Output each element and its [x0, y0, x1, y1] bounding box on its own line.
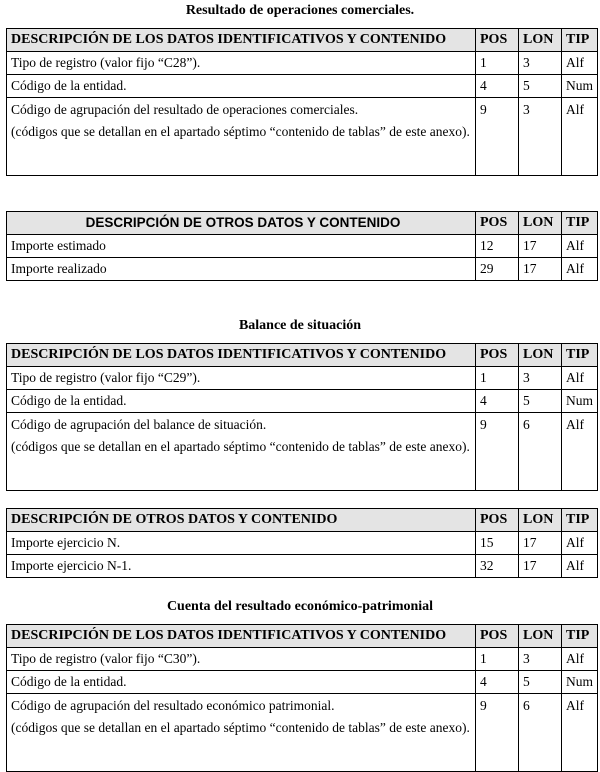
field-lon: 3 — [519, 648, 562, 671]
table-header-row — [7, 29, 598, 52]
tip-header: TIP — [562, 212, 598, 235]
table-row — [7, 98, 598, 176]
field-lon: 17 — [519, 532, 562, 555]
table-row — [7, 413, 598, 491]
identification-table — [6, 624, 598, 772]
table-row — [7, 671, 598, 694]
field-pos: 12 — [476, 235, 519, 258]
field-description-note: (códigos que se detallan en el apartado séptimo “contenido de tablas” de este anexo). — [11, 720, 470, 735]
field-tip: Num — [562, 671, 598, 694]
field-description: Tipo de registro (valor fijo “C29”). — [7, 367, 476, 390]
field-description: Importe ejercicio N-1. — [7, 555, 476, 578]
lon-header: LON — [519, 625, 562, 648]
field-pos: 4 — [476, 671, 519, 694]
tip-header: TIP — [562, 625, 598, 648]
identification-table — [6, 343, 598, 491]
field-tip: Alf — [562, 367, 598, 390]
table-row — [7, 75, 598, 98]
field-lon: 17 — [519, 555, 562, 578]
field-tip: Alf — [562, 413, 598, 491]
pos-header: POS — [476, 509, 519, 532]
table-row — [7, 367, 598, 390]
tip-header: TIP — [562, 509, 598, 532]
section-title: Resultado de operaciones comerciales. — [185, 3, 415, 18]
field-description: Código de la entidad. — [7, 671, 476, 694]
lon-header: LON — [519, 212, 562, 235]
table-header-row — [7, 212, 598, 235]
other-data-table — [6, 508, 598, 578]
field-description — [7, 413, 476, 491]
table-row — [7, 555, 598, 578]
pos-header: POS — [476, 212, 519, 235]
field-lon: 6 — [519, 694, 562, 772]
field-description: Código de la entidad. — [7, 75, 476, 98]
field-tip: Alf — [562, 52, 598, 75]
field-pos: 32 — [476, 555, 519, 578]
field-lon: 5 — [519, 671, 562, 694]
field-description-main: Código de agrupación del balance de situación. — [11, 417, 267, 432]
field-pos: 15 — [476, 532, 519, 555]
field-tip: Alf — [562, 235, 598, 258]
field-tip: Alf — [562, 555, 598, 578]
lon-header: LON — [519, 29, 562, 52]
field-description: Tipo de registro (valor fijo “C28”). — [7, 52, 476, 75]
pos-header: POS — [476, 625, 519, 648]
field-lon: 5 — [519, 390, 562, 413]
description-header: DESCRIPCIÓN DE OTROS DATOS Y CONTENIDO — [7, 212, 476, 235]
table-row — [7, 235, 598, 258]
table-row — [7, 532, 598, 555]
field-tip: Alf — [562, 98, 598, 176]
field-pos: 1 — [476, 367, 519, 390]
field-description: Importe realizado — [7, 258, 476, 281]
field-pos: 1 — [476, 52, 519, 75]
field-lon: 3 — [519, 52, 562, 75]
field-description: Tipo de registro (valor fijo “C30”). — [7, 648, 476, 671]
section-title: Balance de situación — [238, 318, 362, 333]
field-lon: 17 — [519, 235, 562, 258]
identification-table — [6, 28, 598, 176]
lon-header: LON — [519, 344, 562, 367]
field-tip: Alf — [562, 648, 598, 671]
table-header-row — [7, 344, 598, 367]
field-pos: 29 — [476, 258, 519, 281]
field-pos: 4 — [476, 75, 519, 98]
tip-header: TIP — [562, 344, 598, 367]
field-lon: 17 — [519, 258, 562, 281]
lon-header: LON — [519, 509, 562, 532]
table-header-row — [7, 625, 598, 648]
section-title: Cuenta del resultado económico-patrimonial — [166, 599, 434, 614]
description-header: DESCRIPCIÓN DE LOS DATOS IDENTIFICATIVOS Y CONTENIDO — [7, 344, 476, 367]
field-pos: 4 — [476, 390, 519, 413]
description-header: DESCRIPCIÓN DE LOS DATOS IDENTIFICATIVOS Y CONTENIDO — [7, 625, 476, 648]
field-lon: 5 — [519, 75, 562, 98]
field-pos: 9 — [476, 413, 519, 491]
field-description: Importe estimado — [7, 235, 476, 258]
other-data-table — [6, 211, 598, 281]
pos-header: POS — [476, 344, 519, 367]
field-tip: Num — [562, 75, 598, 98]
field-lon: 6 — [519, 413, 562, 491]
field-description-main: Código de agrupación del resultado de operaciones comerciales. — [11, 102, 359, 117]
tip-header: TIP — [562, 29, 598, 52]
table-row — [7, 258, 598, 281]
field-description — [7, 98, 476, 176]
table-header-row — [7, 509, 598, 532]
field-tip: Alf — [562, 694, 598, 772]
field-tip: Alf — [562, 258, 598, 281]
field-tip: Num — [562, 390, 598, 413]
field-description-note: (códigos que se detallan en el apartado séptimo “contenido de tablas” de este anexo). — [11, 124, 470, 139]
field-pos: 9 — [476, 694, 519, 772]
field-lon: 3 — [519, 98, 562, 176]
field-description: Código de la entidad. — [7, 390, 476, 413]
pos-header: POS — [476, 29, 519, 52]
field-pos: 1 — [476, 648, 519, 671]
field-description — [7, 694, 476, 772]
description-header: DESCRIPCIÓN DE OTROS DATOS Y CONTENIDO — [7, 509, 476, 532]
table-row — [7, 390, 598, 413]
field-tip: Alf — [562, 532, 598, 555]
field-lon: 3 — [519, 367, 562, 390]
field-pos: 9 — [476, 98, 519, 176]
table-row — [7, 648, 598, 671]
field-description-note: (códigos que se detallan en el apartado séptimo “contenido de tablas” de este anexo). — [11, 439, 470, 454]
table-row — [7, 694, 598, 772]
field-description-main: Código de agrupación del resultado económico patrimonial. — [11, 698, 335, 713]
field-description: Importe ejercicio N. — [7, 532, 476, 555]
description-header: DESCRIPCIÓN DE LOS DATOS IDENTIFICATIVOS Y CONTENIDO — [7, 29, 476, 52]
table-row — [7, 52, 598, 75]
